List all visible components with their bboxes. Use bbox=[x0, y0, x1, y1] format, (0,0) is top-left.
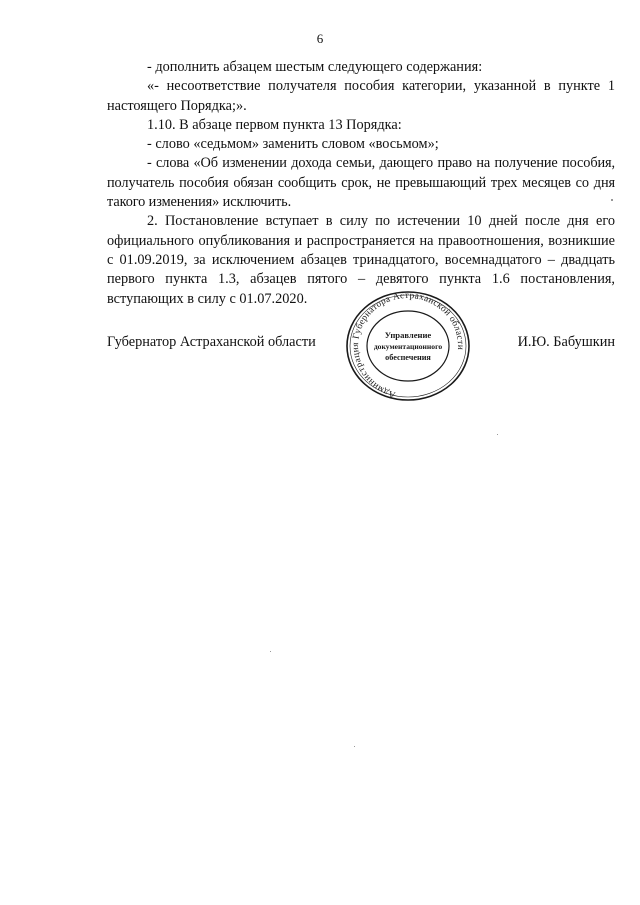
paragraph: «- несоответствие получателя пособия категории, указанной в пункте 1 настоящего Порядка;». bbox=[107, 78, 615, 114]
paragraph: 1.10. В абзаце первом пункта 13 Порядка: bbox=[147, 116, 402, 133]
paragraph: - слова «Об изменении дохода семьи, дающего право на получение пособия, получатель пособия обязан сообщить срок, не превышающий трех месяцев со дня такого изменения» исключить. bbox=[107, 155, 615, 211]
seal-ring-text: Администрация Губернатора Астраханской области bbox=[350, 290, 466, 400]
signatory-position: Губернатор Астраханской области bbox=[107, 334, 316, 350]
official-seal bbox=[344, 290, 472, 402]
scan-speck bbox=[497, 434, 498, 435]
seal-graphic bbox=[344, 290, 472, 402]
page-number: 6 bbox=[316, 31, 324, 46]
seal-center-text: обеспечения bbox=[385, 353, 431, 362]
paragraph: - слово «седьмом» заменить словом «восьмом»; bbox=[147, 136, 439, 153]
signatory-name: И.Ю. Бабушкин bbox=[517, 334, 615, 350]
scan-speck bbox=[611, 199, 613, 201]
paragraph: 2. Постановление вступает в силу по истечении 10 дней после дня его официального опубликования и распространяется на правоотношения, возникшие с 01.09.2019, за исключением абзацев тринадцатого, восемнадцатого – двадцать первого пункта 1.3, абзацев пятого – девятого пункта 1.6 постановления, вступающих в силу с 01.07.2020. bbox=[107, 213, 615, 307]
seal-center-text: документационного bbox=[373, 342, 443, 351]
document-body bbox=[107, 58, 615, 309]
scan-speck bbox=[270, 651, 271, 652]
scan-speck bbox=[354, 746, 355, 747]
seal-center-text: Управление bbox=[384, 330, 432, 340]
paragraph: - дополнить абзацем шестым следующего содержания: bbox=[147, 59, 483, 75]
